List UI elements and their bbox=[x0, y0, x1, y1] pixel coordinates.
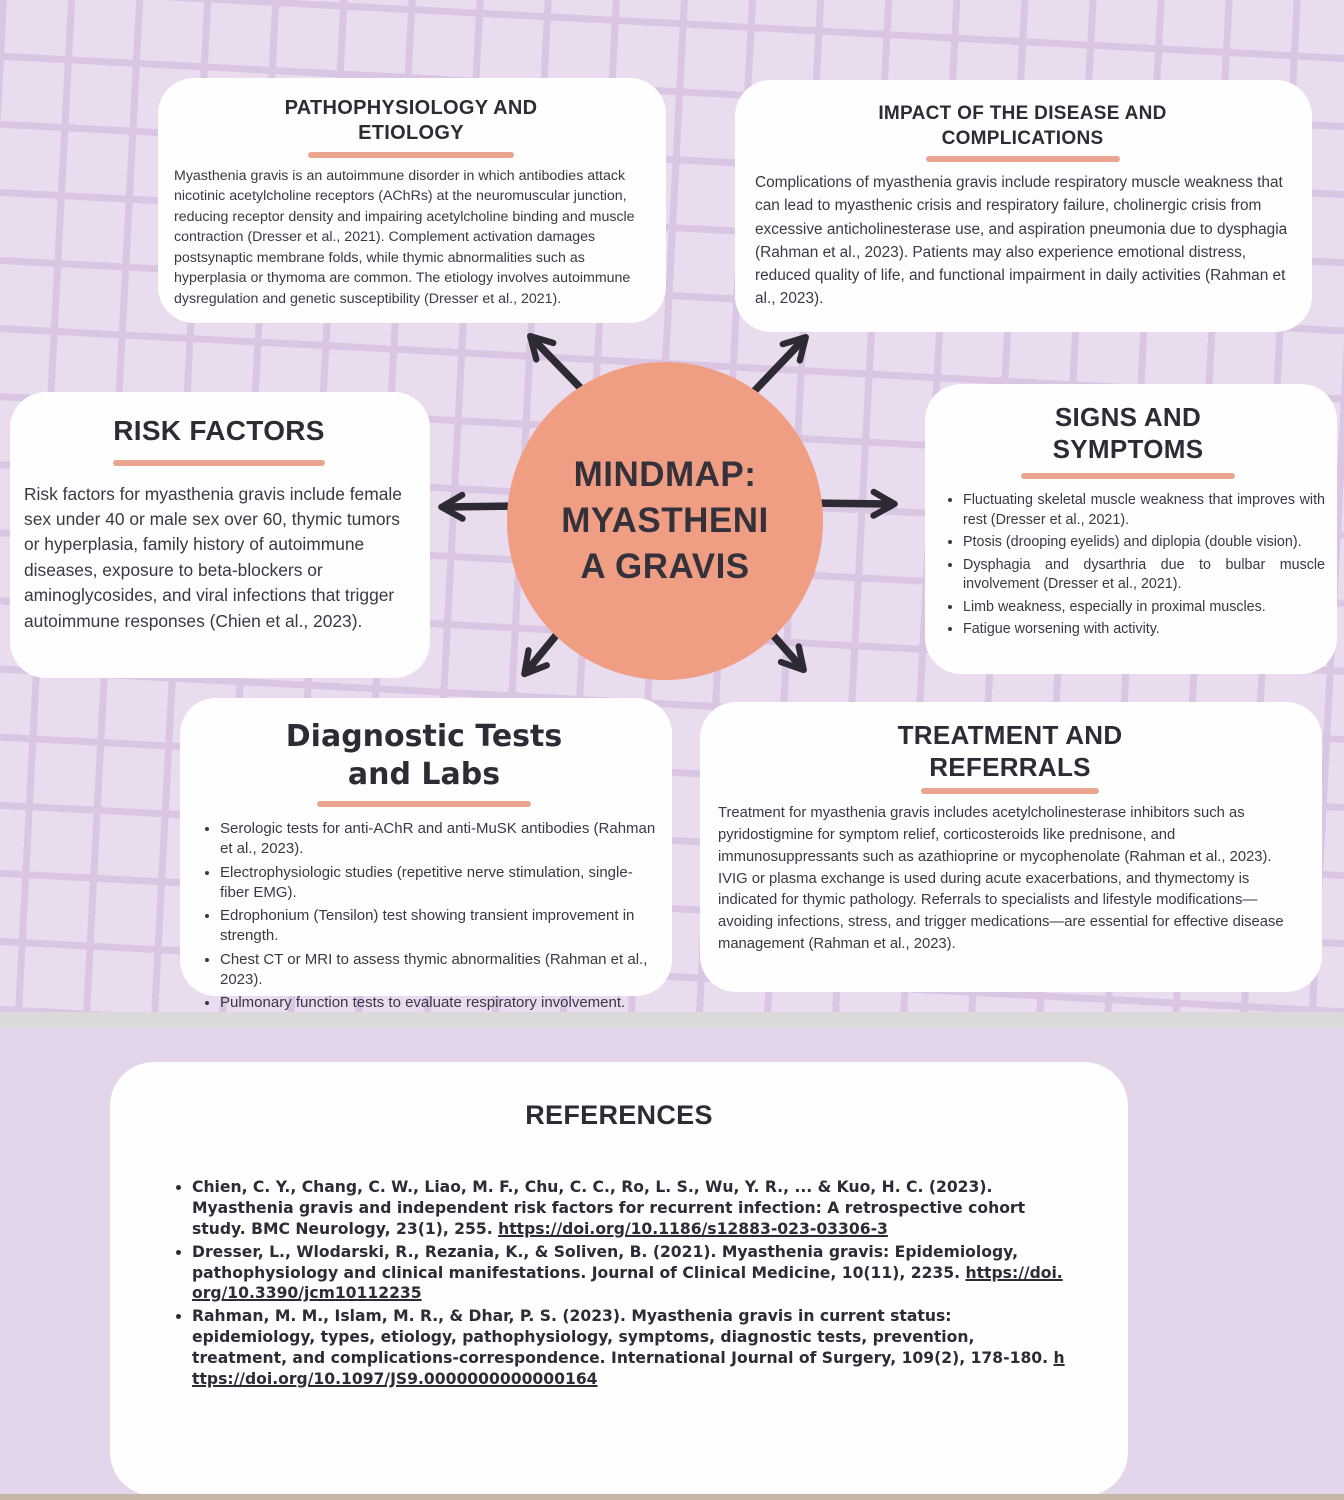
node-body: Treatment for myasthenia gravis includes acetylcholinesterase inhibitors such as pyridostigmine for symptom relief, corticosteroids like prednisone, and immunosuppressants such as azathioprine or mycophenolate (Rahman et al., 2023). IVIG or plasma exchange is used during acute exacerbations, and thymectomy is indicated for thymic pathology. Referrals to specialists and lifestyle modifications—avoiding infections, stress, and trigger medications—are essential for effective disease management (Rahman et al., 2023). bbox=[718, 805, 1284, 952]
node-risk-factors bbox=[10, 392, 430, 678]
list-item: • Dysphagia and dysarthria due to bulbar muscle involvement (Dresser et al., 2021). bbox=[963, 556, 1325, 595]
bullet-list bbox=[190, 819, 658, 1013]
page-bottom-edge bbox=[0, 1494, 1344, 1500]
list-item: • Pulmonary function tests to evaluate respiratory involvement. bbox=[220, 993, 658, 1013]
reference-link[interactable]: https://doi.org/10.1186/s12883-023-03306-3 bbox=[498, 1219, 888, 1238]
node-title: IMPACT OF THE DISEASE AND COMPLICATIONS bbox=[878, 103, 1167, 149]
node-title: TREATMENT AND REFERRALS bbox=[897, 720, 1123, 782]
reference-item bbox=[192, 1177, 1072, 1240]
list-item: • Serologic tests for anti-AChR and anti-MuSK antibodies (Rahman et al., 2023). bbox=[220, 819, 658, 860]
list-item: • Electrophysiologic studies (repetitive nerve stimulation, single-fiber EMG). bbox=[220, 863, 658, 904]
central-topic-line: MINDMAP: bbox=[573, 454, 757, 494]
list-item: • Fluctuating skeletal muscle weakness that improves with rest (Dresser et al., 2021). bbox=[963, 491, 1325, 530]
references-panel bbox=[110, 1062, 1128, 1496]
node-body: Risk factors for myasthenia gravis include female sex under 40 or male sex over 60, thymic tumors or hyperplasia, family history of autoimmune diseases, exposure to beta-blockers or aminoglycosides, and viral infections that trigger autoimmune responses (Chien et al., 2023). bbox=[24, 483, 402, 631]
node-impact bbox=[735, 80, 1312, 332]
references-title: REFERENCES bbox=[525, 1100, 713, 1130]
node-body: Complications of myasthenia gravis include respiratory muscle weakness that can lead to myasthenic crisis and respiratory failure, cholinergic crisis from excessive anticholinesterase use, and aspiration pneumonia due to dysphagia (Rahman et al., 2023). Patients may also experience emotional distress, reduced quality of life, and functional impairment in daily activities (Rahman et al., 2023). bbox=[755, 174, 1288, 307]
node-title: Diagnostic Tests and Labs bbox=[285, 719, 563, 792]
page-divider bbox=[0, 1012, 1344, 1028]
node-signs-symptoms bbox=[925, 384, 1337, 674]
bullet-list bbox=[931, 491, 1325, 639]
list-item: • Chest CT or MRI to assess thymic abnormalities (Rahman et al., 2023). bbox=[220, 950, 658, 991]
node-diagnostic-tests bbox=[180, 698, 672, 1011]
heading-underline bbox=[926, 156, 1120, 162]
node-title: RISK FACTORS bbox=[113, 415, 325, 446]
node-treatment-referrals bbox=[700, 702, 1322, 992]
references-list bbox=[166, 1177, 1072, 1390]
heading-underline bbox=[308, 152, 514, 158]
central-topic-line: MYASTHENI bbox=[561, 500, 769, 540]
reference-link[interactable]: https://doi.org/10.3390/jcm10112235 bbox=[192, 1263, 1063, 1303]
heading-underline bbox=[317, 801, 531, 807]
node-title: PATHOPHYSIOLOGY AND ETIOLOGY bbox=[284, 97, 538, 144]
list-item: • Ptosis (drooping eyelids) and diplopia (double vision). bbox=[963, 533, 1325, 552]
heading-underline bbox=[1021, 473, 1235, 479]
node-pathophysiology bbox=[158, 78, 666, 323]
list-item: • Limb weakness, especially in proximal muscles. bbox=[963, 598, 1325, 617]
reference-text: Chien, C. Y., Chang, C. W., Liao, M. F., Chu, C. C., Ro, L. S., Wu, Y. R., ... & Kuo, H. C. (2023). Myasthenia gravis and independent risk factors for recurrent infection: A retrospective cohort study. BMC Neurology, 23(1), 255. bbox=[192, 1178, 1026, 1238]
heading-underline bbox=[113, 460, 325, 466]
reference-item bbox=[192, 1306, 1072, 1390]
reference-text: Rahman, M. M., Islam, M. R., & Dhar, P. S. (2023). Myasthenia gravis in current status: epidemiology, types, etiology, pathophysiology, symptoms, diagnostic tests, prevention, treatment, and complications-correspondence. International Journal of Surgery, 109(2), 178-180. bbox=[192, 1307, 1049, 1368]
node-body: Myasthenia gravis is an autoimmune disorder in which antibodies attack nicotinic acetylcholine receptors (AChRs) at the neuromuscular junction, reducing receptor density and impairing acetylcholine binding and muscle contraction (Dresser et al., 2021). Complement activation damages postsynaptic membrane folds, while thymic abnormalities such as hyperplasia or thymoma are common. The etiology involves autoimmune dysregulation and genetic susceptibility (Dresser et al., 2021). bbox=[174, 168, 635, 307]
reference-item bbox=[192, 1242, 1072, 1305]
heading-underline bbox=[921, 788, 1099, 794]
list-item: • Fatigue worsening with activity. bbox=[963, 620, 1325, 639]
central-topic-line: A GRAVIS bbox=[580, 547, 750, 587]
central-topic bbox=[507, 362, 823, 680]
list-item: • Edrophonium (Tensilon) test showing transient improvement in strength. bbox=[220, 906, 658, 947]
node-title: SIGNS AND SYMPTOMS bbox=[1052, 402, 1204, 464]
reference-link[interactable]: https://doi.org/10.1097/JS9.0000000000000164 bbox=[192, 1349, 1065, 1389]
reference-text: Dresser, L., Wlodarski, R., Rezania, K., & Soliven, B. (2021). Myasthenia gravis: Epidemiology, pathophysiology and clinical manifestations. Journal of Clinical Medicine, 10(11), 2235. bbox=[192, 1242, 1018, 1282]
